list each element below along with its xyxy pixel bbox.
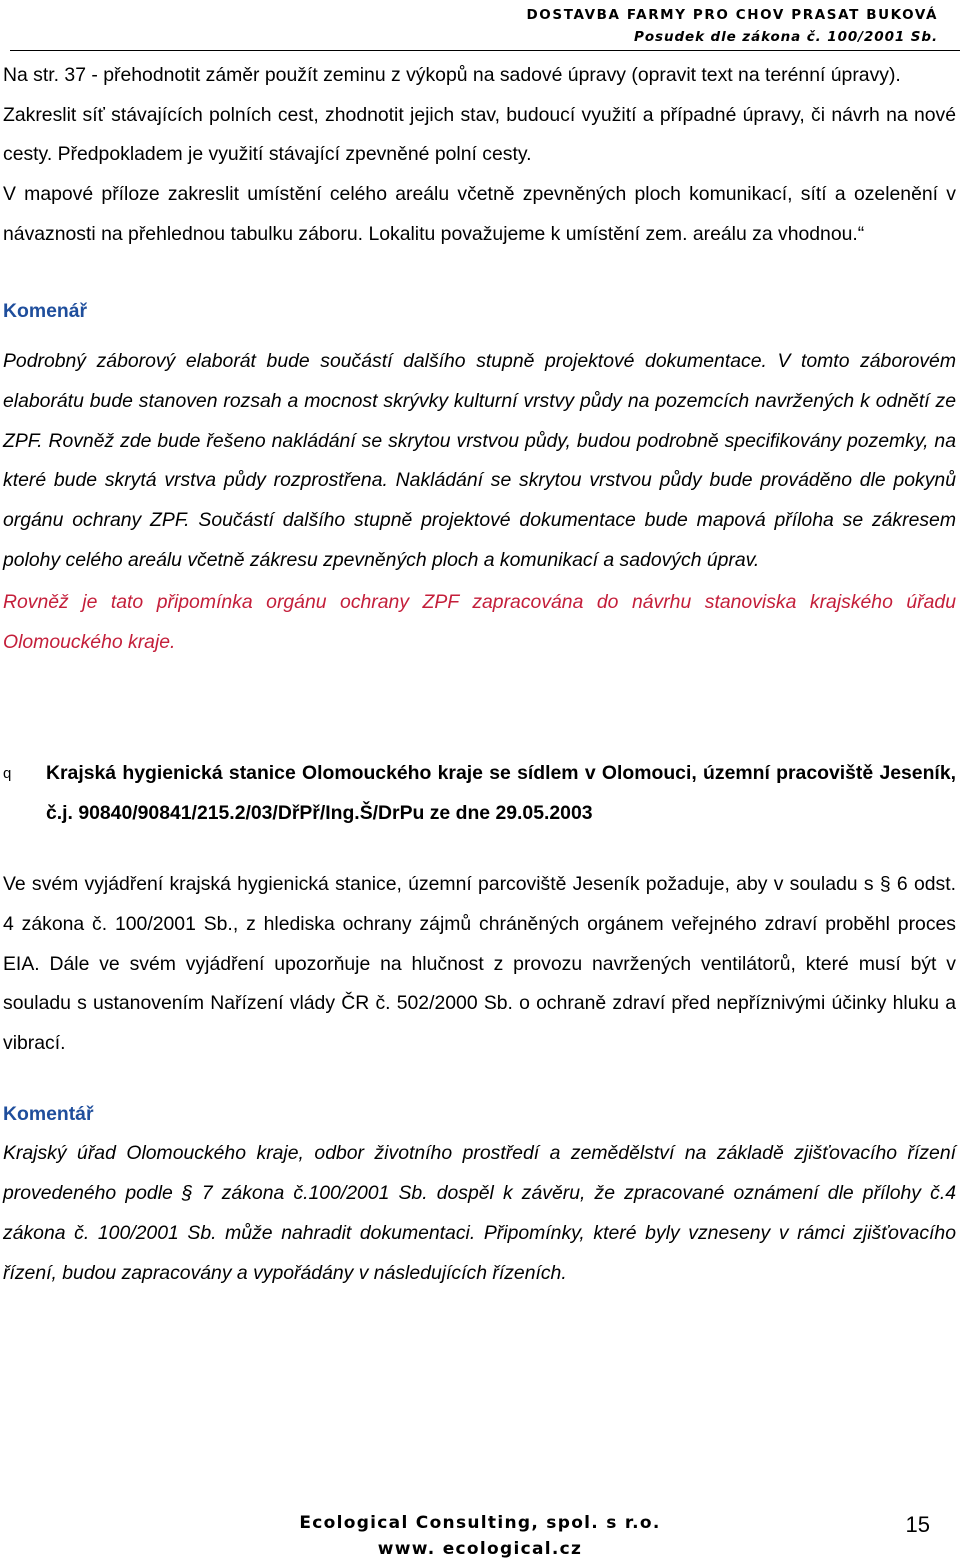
bullet-marker: q [3, 764, 12, 782]
page-number: 15 [905, 1512, 930, 1537]
header-document-subtitle: Posudek dle zákona č. 100/2001 Sb. [634, 29, 938, 45]
comment-paragraph-zjistovaci-rizeni: Krajský úřad Olomouckého kraje, odbor životního prostředí a zemědělství na základě zjišťovacího řízení provedeného podle § 7 zákona č.100/2001 Sb. dospěl k závěru, že zpracované oznámení dle přílohy č.4 zákona č. 100/2001 Sb. může nahradit dokumentaci. Připomínky, které byly vzneseny v rámci zjišťovacího řízení, budou zapracovány a vypořádány v následujících řízeních. [3, 1142, 956, 1284]
header-project-title: DOSTAVBA FARMY PRO CHOV PRASAT BUKOVÁ [526, 7, 938, 23]
comment-heading-1: Komenář [3, 299, 88, 322]
paragraph-khs-vyjadreni: Ve svém vyjádření krajská hygienická stanice, územní parcoviště Jeseník požaduje, aby v souladu s § 6 odst. 4 zákona č. 100/2001 Sb., z hlediska ochrany zájmů chráněných orgánem veřejného zdraví proběhl proces EIA. Dále ve svém vyjádření upozorňuje na hlučnost z provozu navržených ventilátorů, které musí být v souladu s ustanovením Nařízení vlády ČR č. 502/2000 Sb. o ochraně zdraví před nepříznivými účinky hluku a vibrací. [3, 873, 956, 1055]
section-khs-title: Krajská hygienická stanice Olomouckého kraje se sídlem v Olomouci, územní pracoviště Jeseník, č.j. 90840/90841/215.2/03/DřPř/Ing.Š/DrPu ze dne 29.05.2003 [46, 761, 956, 824]
page-footer [0, 1510, 960, 1562]
section-khs-olomouc [3, 754, 956, 833]
comment-paragraph-zpf: Rovněž je tato připomínka orgánu ochrany ZPF zapracována do návrhu stanoviska krajského úřadu Olomouckého kraje. [3, 591, 956, 654]
footer-web: www. ecological.cz [377, 1539, 583, 1559]
paragraph-str37: Na str. 37 - přehodnotit záměr použít zeminu z výkopů na sadové úpravy (opravit text na terénní úpravy). [3, 64, 901, 86]
page-body [3, 56, 956, 1293]
comment-paragraph-zabor: Podrobný záborový elaborát bude součástí dalšího stupně projektové dokumentace. V tomto záborovém elaborátu bude stanoven rozsah a mocnost skrývky kulturní vrstvy půdy na pozemcích navržených k odnětí ze ZPF. Rovněž zde bude řešeno nakládání se skrytou vrstvou půdy, budou podrobně specifikovány pozemky, na které bude skrytá vrstva půdy rozprostřena. Nakládání se skrytou vrstvou půdy bude prováděno dle pokynů orgánu ochrany ZPF. Součástí dalšího stupně projektové dokumentace bude mapová příloha se zákresem polohy celého areálu včetně zákresu zpevněných ploch a komunikací a sadových úprav. [3, 350, 956, 571]
page-header [526, 4, 938, 48]
footer-company: Ecological Consulting, spol. s r.o. [299, 1513, 661, 1533]
paragraph-polni-cesty: Zakreslit síť stávajících polních cest, zhodnotit jejich stav, budoucí využití a případné úpravy, či návrh na nové cesty. Předpokladem je využití stávající zpevněné polní cesty. [3, 103, 956, 166]
header-rule [10, 50, 960, 51]
comment-heading-2: Komentář [3, 1102, 94, 1125]
paragraph-mapova-priloha: V mapové příloze zakreslit umístění celého areálu včetně zpevněných ploch komunikací, sítí a ozelenění v návaznosti na přehlednou tabulku záboru. Lokalitu považujeme k umístění zem. areálu za vhodnou.“ [3, 183, 956, 245]
